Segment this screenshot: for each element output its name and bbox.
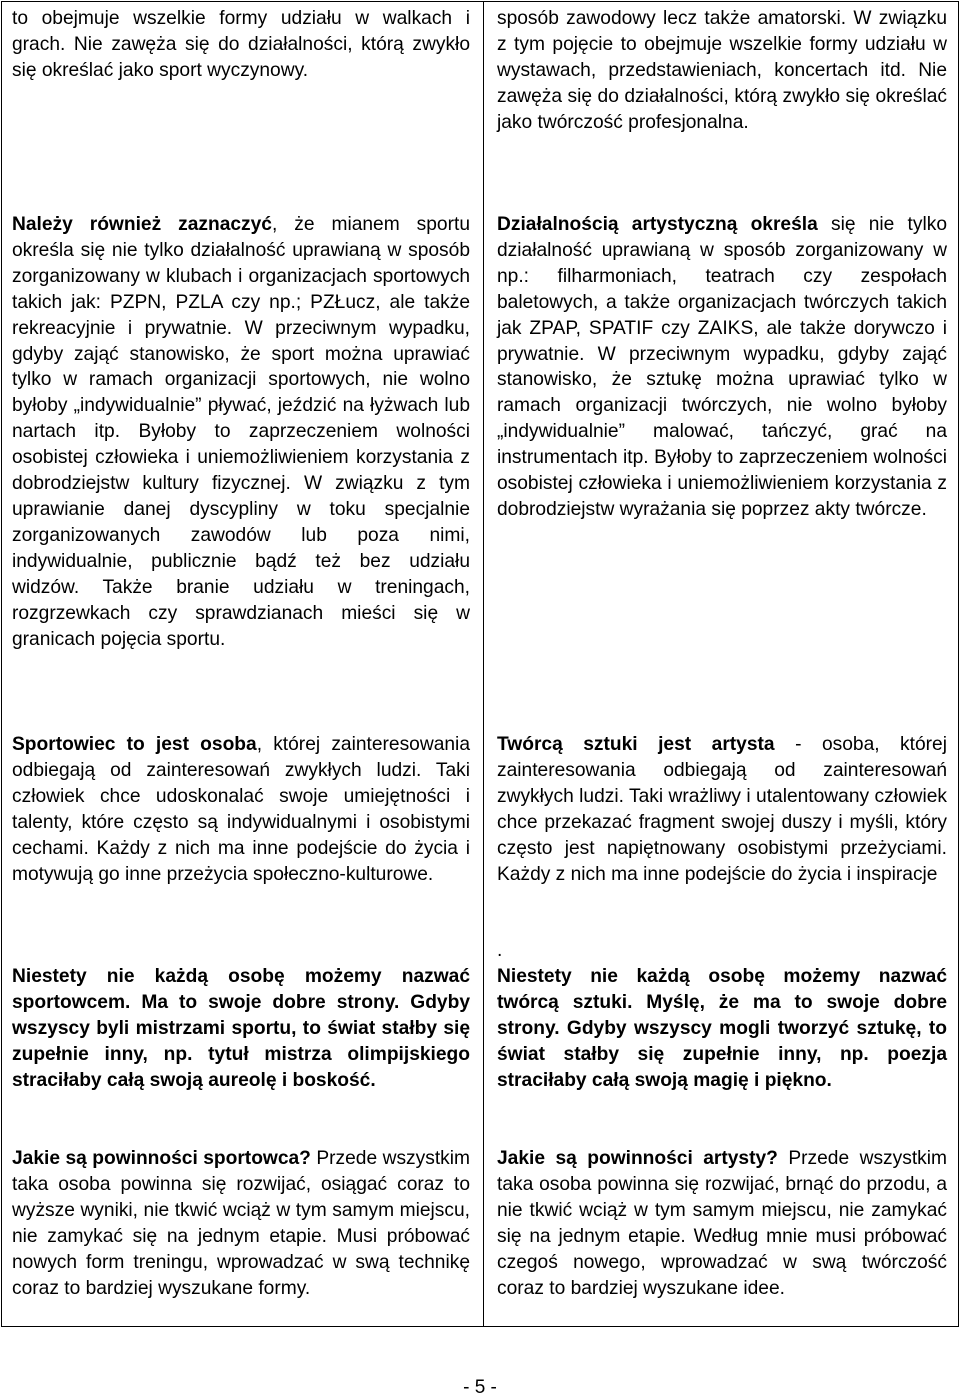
left-paragraph-3 — [12, 732, 470, 887]
text-table — [1, 1, 959, 1327]
right-p5-lead: Jakie są powinności artysty? — [497, 1148, 778, 1169]
left-paragraph-1 — [12, 6, 470, 84]
left-p2-lead: Należy również zaznaczyć — [12, 214, 272, 235]
left-p5-lead: Jakie są powinności sportowca? — [12, 1148, 311, 1169]
page-number: - 5 - — [463, 1377, 497, 1398]
right-p3-text: - osoba, której zainteresowania odbiegają od zainteresowań zwykłych ludzi. Taki wrażliwy i utalentowany człowiek chce przekazać fragment swojej duszy i myśli, który często jest napiętnowany osobistymi przeżyciami. Każdy z nich ma inne podejście do życia i inspiracje — [497, 734, 947, 885]
left-p4-text: Niestety nie każdą osobę możemy nazwać sportowcem. Ma to swoje dobre strony. Gdyby wszyscy byli mistrzami sportu, to świat stałby się zupełnie inny, np. tytuł mistrza olimpijskiego straciłaby całą swoją aureolę i boskość. — [12, 966, 470, 1091]
left-paragraph-5 — [12, 1146, 470, 1301]
left-p1-text: to obejmuje wszelkie formy udziału w walkach i grach. Nie zawęża się do działalności, którą zwykło się określać jako sport wyczynowy. — [12, 8, 470, 81]
left-paragraph-2 — [12, 212, 470, 652]
right-paragraph-5 — [497, 1146, 947, 1301]
right-paragraph-4 — [497, 964, 947, 1094]
left-p5-text: Przede wszystkim taka osoba powinna się rozwijać, osiągać coraz to wyższe wyniki, nie tkwić wciąż w tym samym miejscu, nie zamykać się na jednym etapie. Musi próbować nowych form treningu, wprowadzać w swą technikę coraz to bardziej wyszukane formy. — [12, 1148, 470, 1299]
right-dot-text: . — [497, 940, 503, 961]
right-paragraph-1 — [497, 6, 947, 136]
right-p5-text: Przede wszystkim taka osoba powinna się rozwijać, brnąć do przodu, a nie tkwić wciąż w tym samym miejscu, nie zamykać się na jednym etapie. Według mnie musi próbować czegoś nowego, wprowadzać w swą twórczość coraz to bardziej wyszukane idee. — [497, 1148, 947, 1299]
right-paragraph-3 — [497, 732, 947, 887]
left-p3-text: , której zainteresowania odbiegają od zainteresowań zwykłych ludzi. Taki człowiek chce udoskonalać swoje umiejętności i talenty, które często są indywidualnymi i osobistymi cechami. Każdy z nich ma inne podejście do życia i motywują go inne przeżycia społeczno-kulturowe. — [12, 734, 470, 885]
right-p1-text: sposób zawodowy lecz także amatorski. W związku z tym pojęcie to obejmuje wszelkie formy udziału w wystawach, przedstawieniach, koncertach itd. Nie zawęża się do działalności, którą zwykło się określać jako twórczość profesjonalna. — [497, 8, 947, 133]
right-p4-text: Niestety nie każdą osobę możemy nazwać twórcą sztuki. Myślę, że ma to swoje dobre strony. Gdyby wszyscy mogli tworzyć sztukę, to świat stałby się zupełnie inny, np. poezja straciłaby całą swoją magię i piękno. — [497, 966, 947, 1091]
right-p2-lead: Działalnością artystyczną określa — [497, 214, 818, 235]
left-paragraph-4 — [12, 964, 470, 1094]
left-column — [2, 2, 482, 1326]
right-p2-text: się nie tylko działalność uprawianą w sposób zorganizowany w np.: filharmoniach, teatrach czy zespołach baletowych, a także organizacjach twórczych takich jak ZPAP, SPATIF czy ZAIKS, ale także dorywczo i prywatnie. W przeciwnym wypadku, gdyby zająć stanowisko, że sztukę można uprawiać tylko w ramach organizacji twórczych, nie wolno byłoby „indywidualnie” malować, tańczyć, grać na instrumentach itp. Byłoby to zaprzeczeniem wolności osobistej człowieka i uniemożliwieniem korzystania z dobrodziejstw wyrażania się poprzez akty twórcze. — [497, 214, 947, 520]
right-column — [484, 2, 959, 1326]
right-paragraph-2 — [497, 212, 947, 523]
left-p2-text: , że mianem sportu określa się nie tylko działalność uprawianą w sposób zorganizowany w klubach i organizacjach sportowych takich jak: PZPN, PZLA czy np.; PZŁucz, ale także rekreacyjnie i prywatnie. W przeciwnym wypadku, gdyby zająć stanowisko, że sport można uprawiać tylko w ramach organizacji sportowych, nie wolno byłoby „indywidualnie” pływać, jeździć na łyżwach lub nartach itp. Byłoby to zaprzeczeniem wolności osobistej człowieka i uniemożliwieniem korzystania z dobrodziejstw kultury fizycznej. W związku z tym uprawianie danej dyscypliny w toku specjalnie zorganizowanych zawodów lub poza nimi, indywidualnie, publicznie bądź też bez udziału widzów. Także branie udziału w treningach, rozgrzewkach czy sprawdzianach mieści się w granicach pojęcia sportu. — [12, 214, 470, 650]
right-stray-dot — [497, 938, 947, 964]
left-p3-lead: Sportowiec to jest osoba — [12, 734, 257, 755]
right-p3-lead: Twórcą sztuki jest artysta — [497, 734, 775, 755]
